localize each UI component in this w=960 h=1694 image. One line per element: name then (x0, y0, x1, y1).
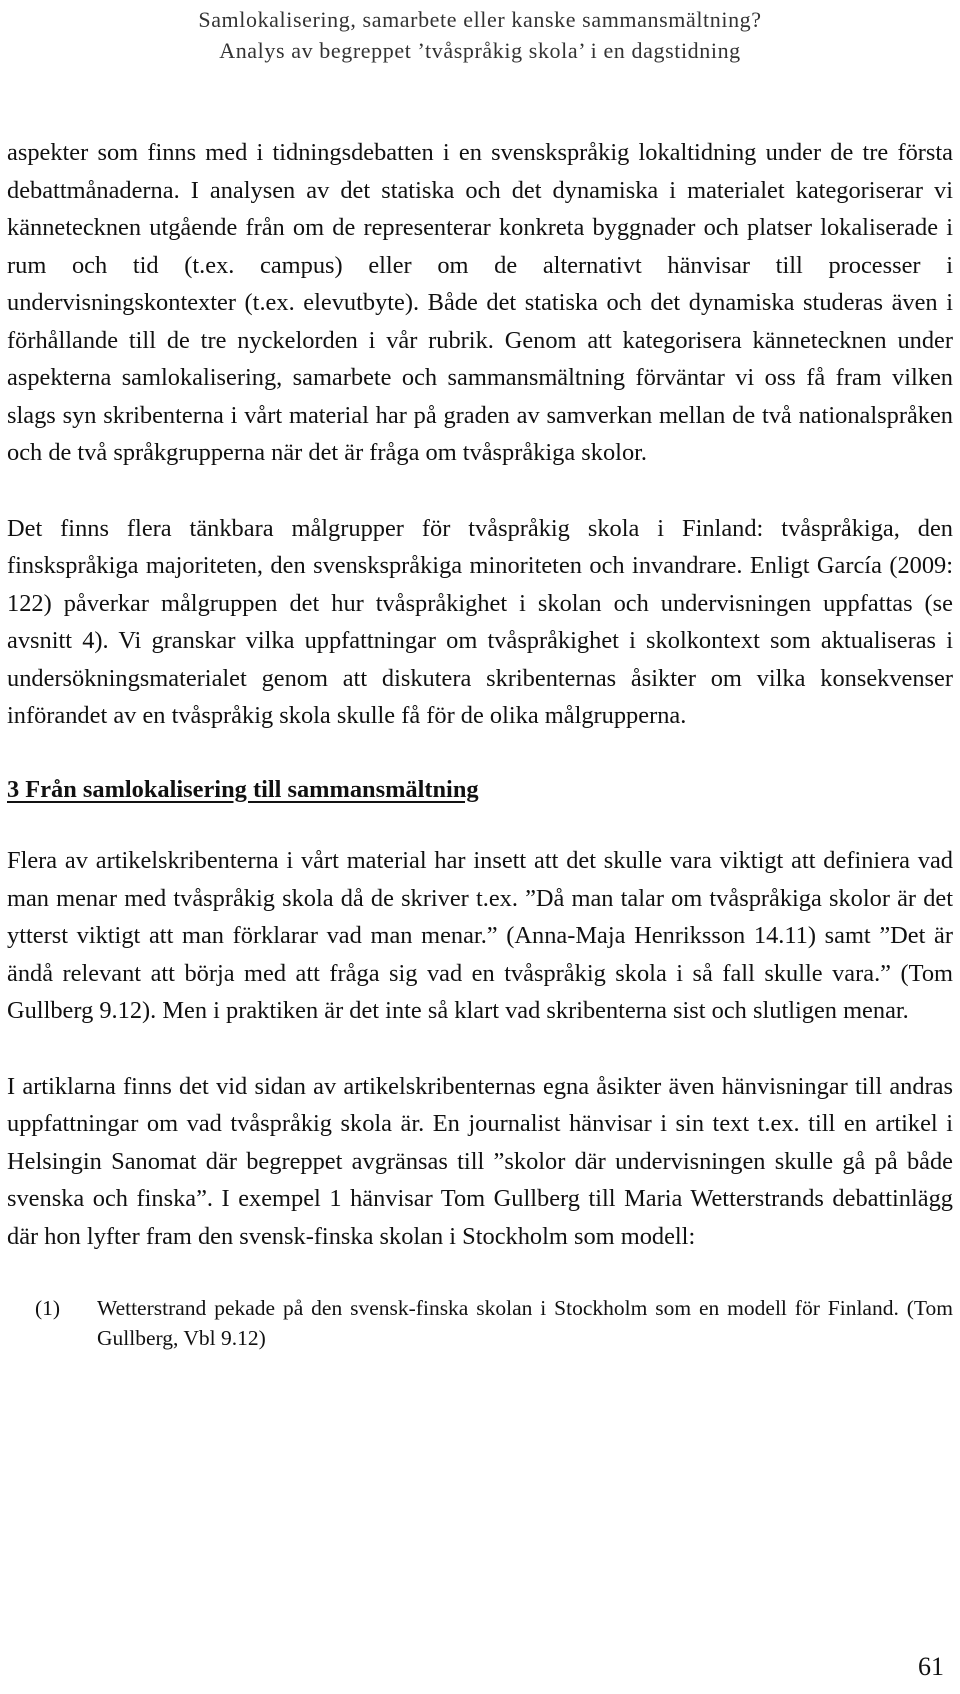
running-header-line-2: Analys av begreppet ’tvåspråkig skola’ i en dagstidning (219, 38, 741, 63)
body-paragraph: I artiklarna finns det vid sidan av artikelskribenternas egna åsikter även hänvisningar till andras uppfattningar om vad tvåspråkig skola är. En journalist hänvisar i sin text t.ex. till en artikel i Helsingin Sanomat där begreppet avgränsas till ”skolor där undervisningen skulle gå på både svenska och finska”. I exempel 1 hänvisar Tom Gullberg till Maria Wetterstrands debattinlägg där hon lyfter fram den svensk-finska skolan i Stockholm som modell: (7, 1072, 953, 1250)
running-header (0, 4, 960, 66)
example-number: (1) (35, 1296, 61, 1320)
running-header-line-1: Samlokalisering, samarbete eller kanske sammansmältning? (198, 7, 762, 32)
page-number: 61 (918, 1652, 944, 1681)
body-paragraph: aspekter som finns med i tidningsdebatten i en svenskspråkig lokaltidning under de tre första debattmånaderna. I analysen av det statiska och det dynamiska i materialet kategoriserar vi kännetecknen utgående från om de representerar konkreta byggnader och platser lokaliserade i rum och tid (t.ex. campus) eller om de alternativt hänvisar till processer i undervisningskontexter (t.ex. elevutbyte). Både det statiska och det dynamiska studeras även i förhållande till de tre nyckelorden i vår rubrik. Genom att kategorisera kännetecknen under aspekterna samlokalisering, samarbete och sammansmältning förväntar vi oss få fram vilken slags syn skribenterna i vårt material har på graden av samverkan mellan de två nationalspråken och de två språkgrupperna när det är fråga om tvåspråkiga skolor. (7, 139, 953, 466)
section-heading: 3 Från samlokalisering till sammansmältning (7, 775, 479, 803)
page-body (7, 134, 953, 1353)
body-paragraph: Det finns flera tänkbara målgrupper för tvåspråkig skola i Finland: tvåspråkiga, den finskspråkiga majoriteten, den svenskspråkiga minoriteten och invandrare. Enligt García (2009: 122) påverkar målgruppen det hur tvåspråkighet i skolan och undervisningen uppfattas (se avsnitt 4). Vi granskar vilka uppfattningar om tvåspråkighet i skolkontext som aktualiseras i undersökningsmaterialet genom att diskutera skribenternas åsikter om vilka konsekvenser införandet av en tvåspråkig skola skulle få för de olika målgrupperna. (7, 514, 953, 729)
example-quote (7, 1293, 953, 1353)
body-paragraph: Flera av artikelskribenterna i vårt material har insett att det skulle vara viktigt att definiera vad man menar med tvåspråkig skola då de skriver t.ex. ”Då man talar om tvåspråkiga skolor är det ytterst viktigt att man förklarar vad man menar.” (Anna-Maja Henriksson 14.11) samt ”Det är ändå relevant att börja med att fråga sig vad en tvåspråkig skola i så fall skulle vara.” (Tom Gullberg 9.12). Men i praktiken är det inte så klart vad skribenterna sist och slutligen menar. (7, 847, 953, 1024)
example-text: Wetterstrand pekade på den svensk-finska skolan i Stockholm som en modell för Finland. (Tom Gullberg, Vbl 9.12) (97, 1296, 953, 1350)
